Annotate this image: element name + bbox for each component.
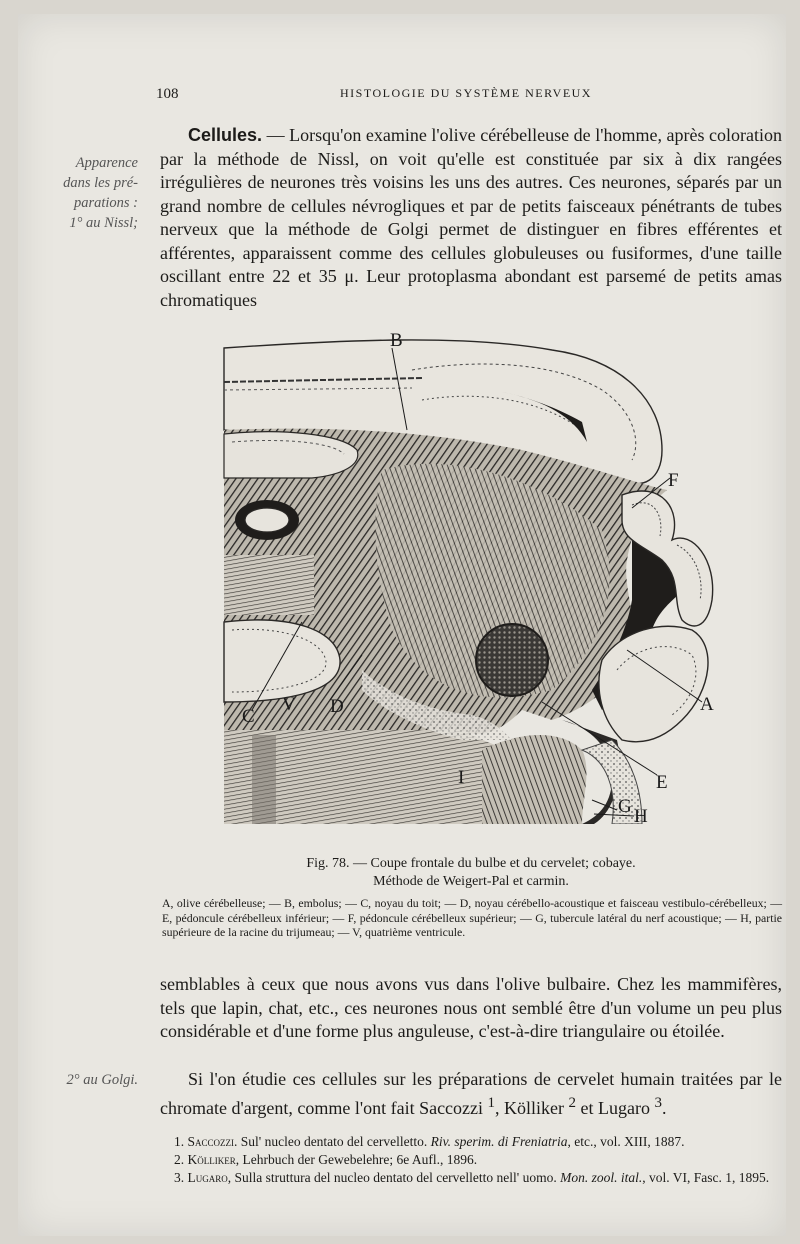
figure-caption	[160, 855, 782, 891]
margin-note-nissl	[26, 153, 138, 233]
footnote-2	[160, 1151, 782, 1169]
footnote-author: Saccozzi	[187, 1134, 235, 1149]
paragraph-text: Si l'on étudie ces cellules sur les préparations de cervelet humain traitées par le chromate d'argent, comme l'ont fait Saccozzi	[160, 1069, 782, 1118]
margin-note-line: 1° au Nissl;	[69, 215, 138, 231]
paragraph-body: — Lorsqu'on examine l'olive cérébelleuse de l'homme, après coloration par la méthode de Nissl, on voit qu'elle est constituée par six à dix rangées irrégulières de neurones très voisins les uns des autres. Ces neurones, séparés par un grand nombre de cellules névrogliques et par de petits faisceaux pénétrants de tubes nerveux que la méthode de Golgi permet de distinguer en fibres efférentes et afférentes, apparaissent comme des cellules globuleuses ou fusiformes, d'une taille oscillant entre 22 et 35 μ. Leur protoplasma abondant est parsemé de petits amas chromatiques	[160, 125, 782, 310]
footnote-number: 1.	[174, 1134, 188, 1149]
figure-78-illustration	[222, 330, 726, 824]
footnote-ref-2[interactable]: 2	[568, 1094, 577, 1111]
footnote-number: 2.	[174, 1152, 188, 1167]
footnote-author: Kölliker	[187, 1152, 236, 1167]
footnote-author: Lugaro	[187, 1170, 228, 1185]
footnote-title: , Sulla struttura del nucleo dentato del cervelletto nell' uomo.	[227, 1170, 561, 1185]
margin-note-line: parations :	[73, 195, 138, 211]
figure-caption-line: Fig. 78. — Coupe frontale du bulbe et du cervelet; cobaye.	[306, 856, 636, 871]
footnote-number: 3.	[174, 1170, 188, 1185]
figure-label-g: G	[618, 796, 632, 817]
margin-note-golgi: 2° au Golgi.	[66, 1072, 138, 1088]
page-number: 108	[156, 86, 179, 102]
figure-label-e: E	[656, 772, 668, 793]
footnotes	[160, 1133, 782, 1187]
figure-label-f: F	[668, 470, 679, 491]
figure-label-v: V	[282, 694, 296, 715]
footnote-title: , Lehrbuch der Gewebelehre; 6e Aufl., 1896.	[235, 1152, 478, 1167]
margin-note-line: Apparence	[75, 155, 138, 171]
paragraph-cellules	[160, 124, 782, 312]
footnote-1	[160, 1133, 782, 1151]
figure-label-a: A	[700, 694, 714, 715]
figure-caption-line: Méthode de Weigert-Pal et carmin.	[373, 874, 569, 889]
paragraph-text: , Kölliker	[495, 1097, 565, 1118]
paragraph-continuation: semblables à ceux que nous avons vus dans l'olive bulbaire. Chez les mammifères, tels que lapin, chat, etc., ces neurones nous ont semblé être d'un volume un peu plus considérable et d'une forme plus anguleuse, c'est-à-dire triangulaire ou étoilée.	[160, 974, 782, 1041]
footnote-journal: Riv. sperim. di Freniatria	[430, 1134, 568, 1149]
figure-label-d: D	[330, 696, 344, 717]
figure-label-h: H	[634, 806, 648, 824]
histology-drawing	[222, 330, 726, 824]
paragraph-text: .	[662, 1097, 667, 1118]
footnote-ref-3[interactable]: 3	[654, 1094, 662, 1111]
footnote-details: , etc., vol. XIII, 1887.	[567, 1134, 685, 1149]
figure-label-b: B	[390, 330, 403, 351]
page-header	[0, 86, 800, 106]
footnote-journal: Mon. zool. ital.	[560, 1170, 643, 1185]
paragraph-golgi	[160, 1068, 782, 1120]
figure-legend: A, olive cérébelleuse; — B, embolus; — C, noyau du toit; — D, noyau cérébello-acoustique et faisceau vestibulo-cérébelleux; — E, pédoncule cérébelleux inférieur; — F, pédoncule cérébelleux supérieur; — G, tubercule latéral du nerf acoustique; — H, partie supérieure de la racine du trijumeau; — V, quatrième ventricule.	[162, 896, 782, 939]
running-title: HISTOLOGIE DU SYSTÈME NERVEUX	[340, 86, 592, 100]
paragraph-lead: Cellules.	[188, 125, 263, 145]
footnote-details: , vol. VI, Fasc. 1, 1895.	[642, 1170, 770, 1185]
figure-label-c: C	[242, 706, 255, 727]
footnote-title: . Sul' nucleo dentato del cervelletto.	[234, 1134, 431, 1149]
paragraph-text: et Lugaro	[576, 1097, 650, 1118]
figure-label-i: I	[458, 767, 465, 788]
margin-note-line: dans les pré-	[63, 175, 138, 191]
footnote-ref-1[interactable]: 1	[487, 1094, 496, 1111]
footnote-3	[160, 1169, 782, 1187]
